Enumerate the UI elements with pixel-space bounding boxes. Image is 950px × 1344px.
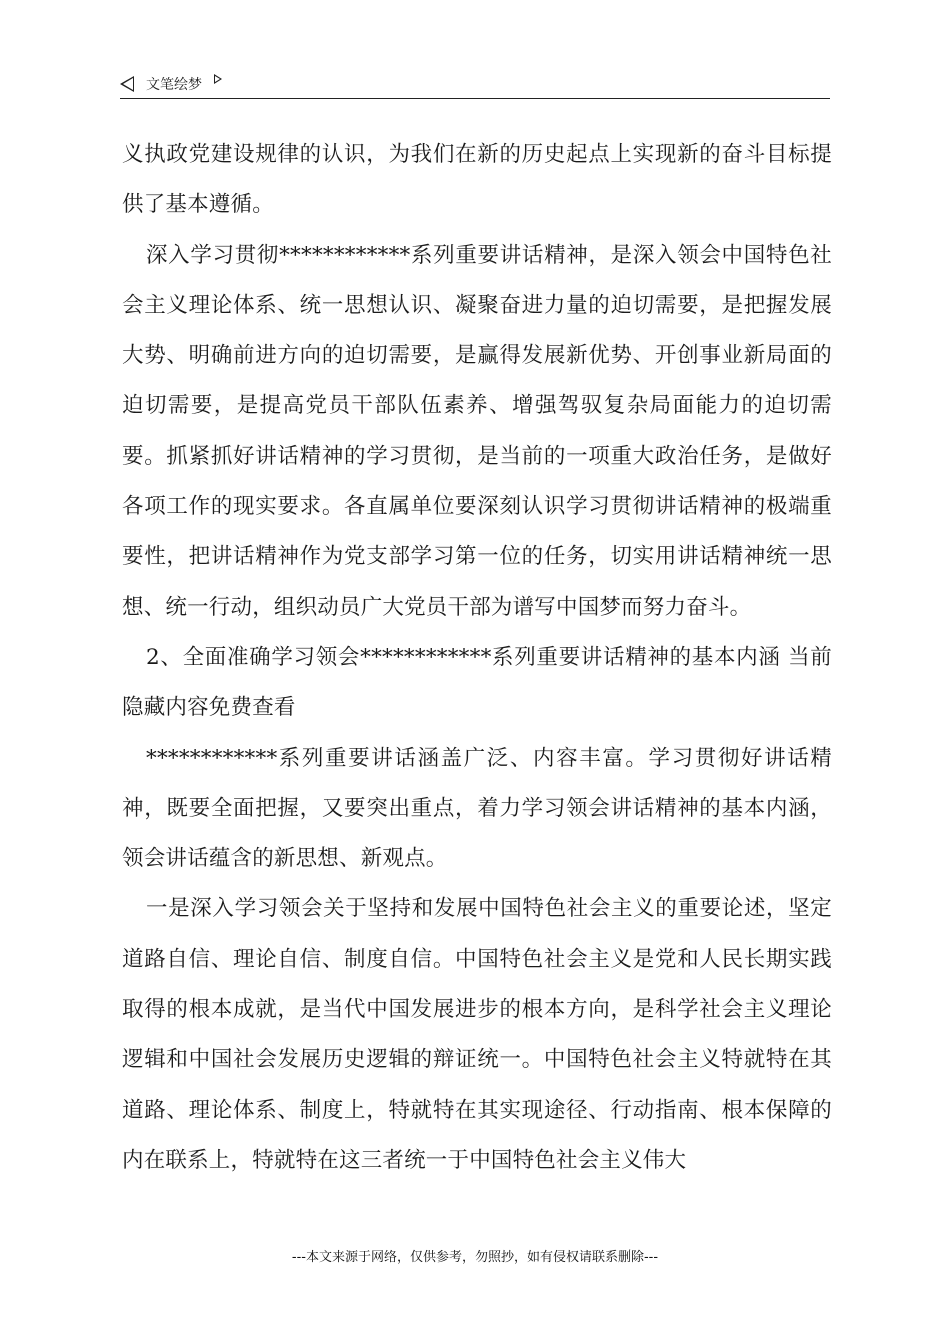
document-body [122, 130, 832, 1186]
right-triangle-icon [214, 74, 222, 84]
paragraph: 义执政党建设规律的认识，为我们在新的历史起点上实现新的奋斗目标提供了基本遵循。 [122, 142, 832, 218]
paragraph: 一是深入学习领会关于坚持和发展中国特色社会主义的重要论述，坚定道路自信、理论自信、制度自信。中国特色社会主义是党和人民长期实践取得的根本成就，是当代中国发展进步的根本方向，是科学社会主义理论逻辑和中国社会发展历史逻辑的辩证统一。中国特色社会主义特就特在其道路、理论体系、制度上，特就特在其实现途径、行动指南、根本保障的内在联系上，特就特在这三者统一于中国特色社会主义伟大 [122, 896, 832, 1173]
header-title: 文笔绘梦 [146, 77, 202, 93]
left-triangle-icon [120, 76, 134, 92]
section-heading-paragraph: 2、全面准确学习领会************系列重要讲话精神的基本内涵 当前隐藏内容免费查看 [122, 644, 832, 721]
paragraph: 深入学习贯彻************系列重要讲话精神，是深入领会中国特色社会主义理论体系、统一思想认识、凝聚奋进力量的迫切需要，是把握发展大势、明确前进方向的迫切需要，是赢得发展新优势、开创事业新局面的迫切需要，是提高党员干部队伍素养、增强驾驭复杂局面能力的迫切需要。抓紧抓好讲话精神的学习贯彻，是当前的一项重大政治任务，是做好各项工作的现实要求。各直属单位要深刻认识学习贯彻讲话精神的极端重要性，把讲话精神作为党支部学习第一位的任务，切实用讲话精神统一思想、统一行动，组织动员广大党员干部为谱写中国梦而努力奋斗。 [122, 242, 832, 620]
footer-disclaimer: ---本文来源于网络，仅供参考，勿照抄，如有侵权请联系删除--- [291, 1250, 659, 1265]
header-divider [120, 98, 830, 99]
page-header [120, 72, 828, 98]
paragraph: ************系列重要讲话涵盖广泛、内容丰富。学习贯彻好讲话精神，既要全面把握，又要突出重点，着力学习领会讲话精神的基本内涵，领会讲话蕴含的新思想、新观点。 [122, 745, 832, 872]
